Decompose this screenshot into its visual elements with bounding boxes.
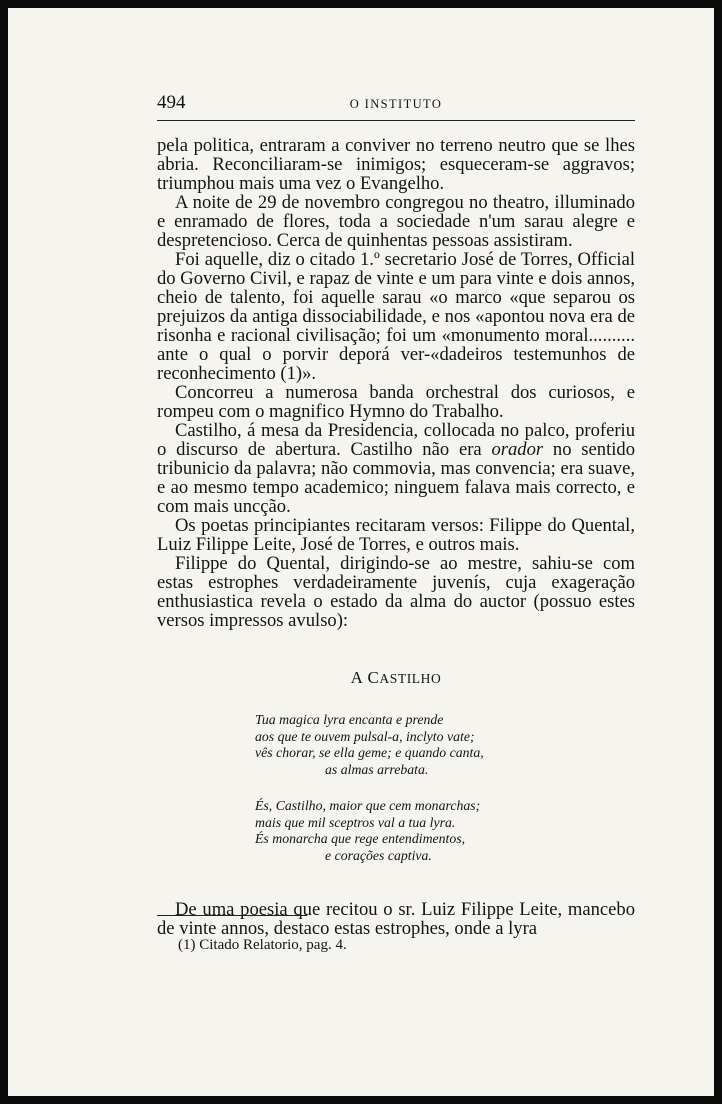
- running-head: [157, 92, 635, 121]
- paragraph-poets: Os poetas principiantes recitaram versos: Filippe do Quental, Luiz Filippe Leite, José de Torres, e outros mais.: [157, 515, 635, 555]
- poem-line: mais que mil sceptros val a tua lyra.: [255, 814, 456, 830]
- footnote-rule: [157, 915, 307, 916]
- poem-stanza-2: [255, 798, 635, 864]
- paragraph-sarau: A noite de 29 de novembro congregou no theatro, illuminado e enramado de flores, toda a sociedade n'um sarau alegre e despretencioso. Cerca de quinhentas pessoas assistiram.: [157, 192, 635, 251]
- poem-title-initial: A C: [350, 668, 380, 687]
- castilho-text-italic: orador: [491, 439, 544, 460]
- journal-title: O INSTITUTO: [349, 97, 443, 111]
- poem-line: as almas arrebata.: [325, 761, 429, 777]
- poem-title-rest: ASTILHO: [379, 671, 442, 686]
- body-text: [157, 136, 635, 938]
- paragraph-orchestra: Concorreu a numerosa banda orchestral dos curiosos, e rompeu com o magnifico Hymno do Trabalho.: [157, 382, 635, 422]
- castilho-text-after: no sentido tribunicio da palavra; não commovia, mas convencia; era suave, e ao mesmo tempo academico; ninguem falava mais correcto, e com mais uncção.: [157, 439, 635, 517]
- paragraph-quental: Filippe do Quental, dirigindo-se ao mestre, sahiu-se com estas estrophes verdadeiramente juvenís, cuja exageração enthusiastica revela o estado da alma do auctor (possuo estes versos impressos avulso):: [157, 553, 635, 631]
- castilho-text-before: Castilho, á mesa da Presidencia, collocada no palco, proferiu o discurso de abertura. Castilho não era: [157, 420, 635, 460]
- poem-line: e corações captiva.: [325, 847, 432, 863]
- poem-line: vês chorar, se ella geme; e quando canta,: [255, 745, 484, 760]
- poem-line: Tua magica lyra encanta e prende: [255, 712, 444, 727]
- scanned-page: [8, 8, 714, 1096]
- paragraph-castilho: [157, 421, 635, 516]
- paragraph-quote-torres: Foi aquelle, diz o citado 1.º secretario José de Torres, Official do Governo Civil, e rapaz de vinte e um para vinte e dois annos, cheio de talento, foi aquelle sarau «o marco «que separou os prejuizos da antiga dissociabilidade, e nos «apontou nova era de risonha e racional civilisação; foi um «monumento moral.......... ante o qual o porvir deporá ver-«dadeiros testemunhos de reconhecimento (1)».: [157, 249, 635, 384]
- poem-line: És, Castilho, maior que cem monarchas;: [255, 798, 481, 813]
- poem-line: aos que te ouvem pulsal-a, inclyto vate;: [255, 728, 475, 744]
- poem-title: [157, 668, 635, 688]
- paragraph-continued: pela politica, entraram a conviver no terreno neutro que se lhes abria. Reconciliaram-se inimigos; esqueceram-se aggravos; triumphou mais uma vez o Evangelho.: [157, 135, 635, 194]
- page-number: 494: [157, 92, 186, 113]
- poem-line: És monarcha que rege entendimentos,: [255, 831, 466, 846]
- footnote: (1) Citado Relatorio, pag. 4.: [178, 937, 347, 953]
- paragraph-closing: De uma poesia que recitou o sr. Luiz Filippe Leite, mancebo de vinte annos, destaco estas estrophes, onde a lyra: [157, 899, 635, 939]
- poem-stanza-1: [255, 712, 635, 778]
